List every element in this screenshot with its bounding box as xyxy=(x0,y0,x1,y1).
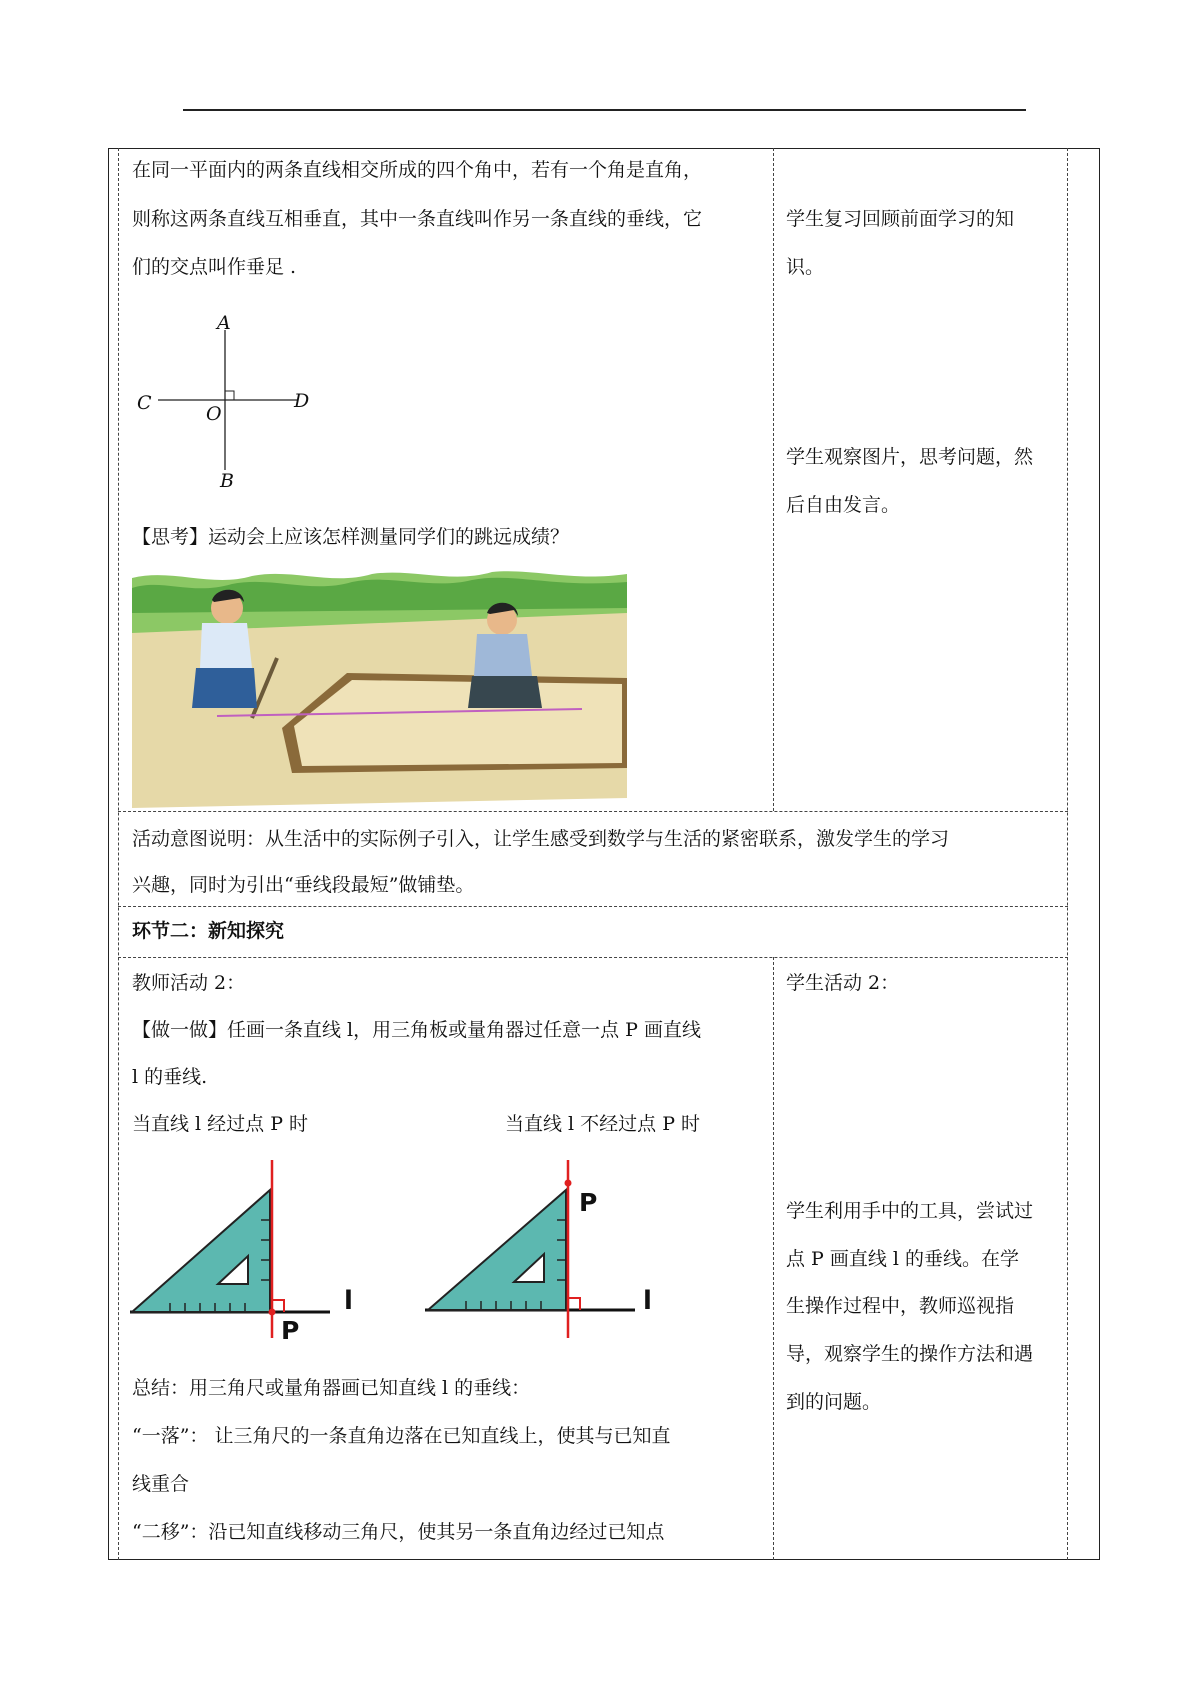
summary-line-3: 线重合 xyxy=(132,1473,190,1495)
student-activity-title: 学生活动 2： xyxy=(786,972,900,994)
think-question: 【思考】运动会上应该怎样测量同学们的跳远成绩？ xyxy=(132,526,570,548)
student-review-line-1: 学生复习回顾前面学习的知 xyxy=(786,208,1015,230)
label-b: B xyxy=(220,470,234,492)
task-line-2: l 的垂线. xyxy=(132,1066,208,1088)
definition-line-3: 们的交点叫作垂足 . xyxy=(132,256,297,278)
column-divider-row1 xyxy=(773,148,774,811)
summary-line-1: 总结：用三角尺或量角器画已知直线 l 的垂线： xyxy=(132,1377,531,1399)
section-title: 环节二：新知探究 xyxy=(132,920,285,942)
definition-line-1: 在同一平面内的两条直线相交所成的四个角中，若有一个角是直角， xyxy=(132,159,703,181)
student-activity-line-3: 生操作过程中，教师巡视指 xyxy=(786,1295,1015,1317)
right-line-l-label: l xyxy=(643,1286,652,1316)
student-observe-line-2: 后自由发言。 xyxy=(786,494,901,516)
right-point-p-label: P xyxy=(579,1188,598,1217)
header-rule xyxy=(183,109,1026,111)
student-observe-line-1: 学生观察图片，思考问题，然 xyxy=(786,446,1034,468)
set-square-figure-left xyxy=(130,1160,370,1340)
definition-line-2: 则称这两条直线互相垂直，其中一条直线叫作另一条直线的垂线，它 xyxy=(132,208,703,230)
left-line-l-label: l xyxy=(344,1286,353,1316)
label-d: D xyxy=(294,390,310,412)
label-c: C xyxy=(137,392,152,414)
row-separator-3 xyxy=(118,957,1068,958)
intent-line-2: 兴趣，同时为引出“垂线段最短”做铺垫。 xyxy=(132,874,475,896)
task-line-1: 【做一做】任画一条直线 l，用三角板或量角器过任意一点 P 画直线 xyxy=(132,1019,701,1041)
long-jump-illustration xyxy=(132,568,627,808)
caption-right: 当直线 l 不经过点 P 时 xyxy=(505,1113,701,1135)
summary-line-2: “一落”： 让三角尺的一条直角边落在已知直线上，使其与已知直 xyxy=(132,1425,671,1447)
teacher-activity-title: 教师活动 2： xyxy=(132,972,246,994)
left-point-p-label: P xyxy=(281,1316,300,1345)
set-square-figure-right xyxy=(420,1160,660,1340)
label-o: O xyxy=(206,403,222,425)
row-separator-1 xyxy=(118,811,1068,812)
column-divider-row4 xyxy=(773,957,774,1560)
caption-left: 当直线 l 经过点 P 时 xyxy=(132,1113,309,1135)
intent-line-1: 活动意图说明：从生活中的实际例子引入，让学生感受到数学与生活的紧密联系，激发学生的学习 xyxy=(132,828,950,850)
student-activity-line-4: 导，观察学生的操作方法和遇 xyxy=(786,1343,1034,1365)
summary-line-4: “二移”：沿已知直线移动三角尺，使其另一条直角边经过已知点 xyxy=(132,1521,665,1543)
student-activity-line-1: 学生利用手中的工具，尝试过 xyxy=(786,1200,1034,1222)
student-review-line-2: 识。 xyxy=(786,256,825,278)
student-activity-line-2: 点 P 画直线 l 的垂线。在学 xyxy=(786,1248,1020,1270)
student-activity-line-5: 到的问题。 xyxy=(786,1391,882,1413)
label-a: A xyxy=(217,312,231,334)
